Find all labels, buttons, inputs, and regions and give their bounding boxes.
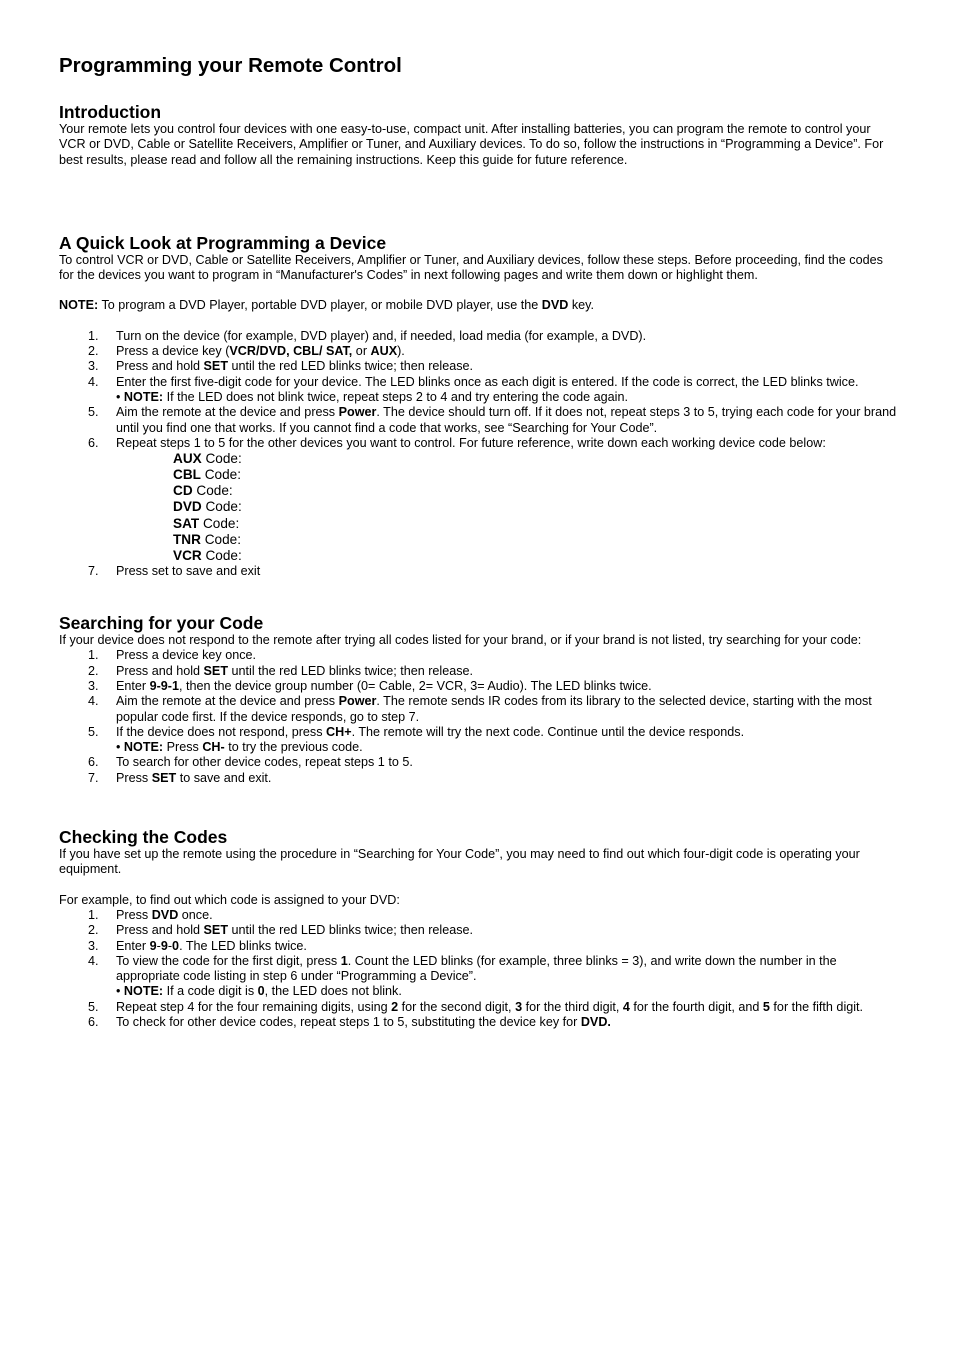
step-number: 1. <box>88 648 99 663</box>
step-key: SET <box>203 663 229 678</box>
step-number: 5. <box>88 999 99 1014</box>
step-key: SET <box>203 923 229 938</box>
step-text: Enter the first five-digit code for your device. The LED blinks once as each digit is entered. If the code is correct, the LED blinks twice. <box>116 374 859 389</box>
step-text: for the fifth digit. <box>769 999 864 1014</box>
page-title: Programming your Remote Control <box>59 54 402 77</box>
step-key: 9 <box>149 938 157 953</box>
list-item <box>59 694 899 725</box>
step-text: Turn on the device (for example, DVD player) and, if needed, load media (for example, a DVD). <box>116 328 647 343</box>
step-text: Press and hold <box>116 923 204 938</box>
step-number: 1. <box>88 907 99 922</box>
step-key: 2 <box>391 999 399 1014</box>
list-item <box>59 1000 899 1015</box>
note-text: If a code digit is <box>163 984 258 999</box>
step-text: once. <box>178 907 213 922</box>
step-number: 6. <box>88 1015 99 1030</box>
quick-look-note <box>59 298 899 313</box>
note-text-a: To program a DVD Player, portable DVD player, or mobile DVD player, use the <box>98 298 542 313</box>
step-text: - <box>167 938 173 953</box>
step-text: Press and hold <box>116 663 204 678</box>
check-paragraph: If you have set up the remote using the procedure in “Searching for Your Code”, you may need to find out which four-digit code is operating your equipment. <box>59 847 860 877</box>
step-text: for the third digit, <box>522 999 623 1014</box>
code-line <box>173 467 899 483</box>
list-item <box>59 923 899 938</box>
step-key: SET <box>151 770 177 785</box>
step-text: until the red LED blinks twice; then release. <box>228 923 474 938</box>
step-number: 1. <box>88 328 99 343</box>
note-label: NOTE: <box>59 298 99 313</box>
code-line <box>173 548 899 564</box>
step-text: to save and exit. <box>176 770 272 785</box>
list-item <box>59 954 899 1000</box>
step-text: . Count the LED blinks (for example, three blinks = 3), and write down the number in the appropriate code listing in step 6 under “Programming a Device”. <box>116 953 837 984</box>
step-number: 6. <box>88 435 99 450</box>
step-text: Aim the remote at the device and press <box>116 694 339 709</box>
step-text: Aim the remote at the device and press <box>116 405 339 420</box>
step-text: ). <box>397 344 405 359</box>
code-label: Code: <box>201 451 242 467</box>
step-text: for the second digit, <box>398 999 516 1014</box>
step-text: Press set to save and exit <box>116 563 261 578</box>
note-text: Press <box>163 740 203 755</box>
note-key: CH- <box>202 740 225 755</box>
step-key: 9 <box>160 938 168 953</box>
note-text-b: key. <box>568 298 595 313</box>
step-number: 3. <box>88 938 99 953</box>
search-paragraph: If your device does not respond to the remote after trying all codes listed for your brand, or if your brand is not listed, try searching for your code: <box>59 633 862 648</box>
step-text: Press and hold <box>116 359 204 374</box>
device-key: SAT <box>173 515 200 531</box>
note-text: to try the previous code. <box>224 740 363 755</box>
step-text: Press a device key once. <box>116 648 257 663</box>
step-text: Enter <box>116 938 150 953</box>
quick-look-heading: A Quick Look at Programming a Device <box>59 232 387 253</box>
device-key: AUX <box>173 451 202 467</box>
code-line <box>173 532 899 548</box>
step-text: , then the device group number (0= Cable, 2= VCR, 3= Audio). The LED blinks twice. <box>179 679 652 693</box>
bullet: • <box>116 984 124 999</box>
code-label: Code: <box>201 547 242 563</box>
list-item <box>59 344 899 359</box>
note-label: NOTE: <box>123 740 164 755</box>
list-item <box>59 939 899 954</box>
step-text: Press <box>116 907 152 922</box>
programming-steps-end <box>59 564 899 579</box>
note-key: DVD <box>541 298 569 313</box>
step-text: Press <box>116 770 152 785</box>
step-text: To check for other device codes, repeat steps 1 to 5, substituting the device key for <box>116 1015 581 1030</box>
note-text: , the LED does not blink. <box>264 984 402 999</box>
document-page <box>59 54 899 1030</box>
check-steps <box>59 908 899 1030</box>
code-label: Code: <box>192 483 233 499</box>
code-line <box>173 483 899 499</box>
list-item <box>59 664 899 679</box>
step-text: until the red LED blinks twice; then release. <box>228 359 474 374</box>
step-number: 6. <box>88 755 99 770</box>
step-number: 4. <box>88 694 99 709</box>
step-text: To search for other device codes, repeat steps 1 to 5. <box>116 755 413 770</box>
list-item <box>59 1015 899 1030</box>
step-key: 0 <box>172 938 180 953</box>
step-key: 5 <box>762 999 770 1014</box>
device-key: CD <box>173 483 193 499</box>
intro-paragraph: Your remote lets you control four devices with one easy-to-use, compact unit. After installing batteries, you can program the remote to control your VCR or DVD, Cable or Satellite Receivers, Amplifier or Tuner, and Auxiliary devices. To do so, follow the instructions in “Programming a Device”. For best results, please read and follow all the remaining instructions. Keep this guide for future reference. <box>59 122 884 167</box>
device-key: DVD <box>173 499 202 515</box>
list-item <box>59 564 899 579</box>
list-item <box>59 329 899 344</box>
code-label: Code: <box>200 467 242 483</box>
step-key: Power <box>338 694 377 709</box>
programming-steps <box>59 329 899 451</box>
search-heading: Searching for your Code <box>59 613 264 634</box>
code-line <box>173 451 899 467</box>
code-label: Code: <box>199 515 240 531</box>
step-text: . The remote will try the next code. Continue until the device responds. <box>351 724 745 739</box>
step-key: 9-9-1 <box>149 679 180 693</box>
step-text: If the device does not respond, press <box>116 724 327 739</box>
step-key: CH+ <box>326 724 352 739</box>
step-text: . The remote sends IR codes from its library to the selected device, starting with the most popular code first. If the device responds, go to step 7. <box>116 694 872 724</box>
step-text: or <box>352 344 371 359</box>
step-number: 4. <box>88 374 99 389</box>
list-item <box>59 755 899 770</box>
check-heading: Checking the Codes <box>59 827 228 848</box>
code-line <box>173 499 899 515</box>
step-text: Press a device key ( <box>116 344 230 359</box>
step-key: 1 <box>340 953 348 968</box>
quick-look-paragraph: To control VCR or DVD, Cable or Satellite Receivers, Amplifier or Tuner, and Auxiliary devices, follow these steps. Before proceeding, find the codes for the devices you want to program in “Manufacturer's Codes” in next following pages and write them down or highlight them. <box>59 252 883 283</box>
code-line <box>173 516 899 532</box>
step-text: Enter <box>116 679 150 693</box>
step-number: 3. <box>88 359 99 374</box>
code-label: Code: <box>200 531 242 547</box>
note-key: 0 <box>257 984 265 999</box>
list-item <box>59 359 899 374</box>
step-number: 2. <box>88 663 99 678</box>
list-item <box>59 725 899 756</box>
step-number: 2. <box>88 344 99 359</box>
step-text: Repeat step 4 for the four remaining digits, using <box>116 999 392 1014</box>
step-key: DVD. <box>580 1015 611 1030</box>
step-text: . The LED blinks twice. <box>179 938 307 953</box>
search-steps <box>59 648 899 786</box>
step-key: VCR/DVD, CBL/ SAT, <box>229 344 353 359</box>
list-item <box>59 648 899 663</box>
step-key: AUX <box>370 344 398 359</box>
list-item <box>59 771 899 786</box>
bullet: • <box>116 389 124 404</box>
list-item <box>59 405 899 436</box>
step-key: Power <box>338 405 377 420</box>
step-key: DVD <box>151 907 179 922</box>
note-text: If the LED does not blink twice, repeat steps 2 to 4 and try entering the code again. <box>163 389 628 404</box>
step-text: . The device should turn off. If it does not, repeat steps 3 to 5, trying each code for your brand until you find one that works. If you cannot find a code that works, see “Searching for Your Code”. <box>116 405 897 435</box>
list-item <box>59 679 899 694</box>
step-number: 7. <box>88 770 99 785</box>
note-label: NOTE: <box>123 389 164 404</box>
step-number: 5. <box>88 724 99 739</box>
step-text: until the red LED blinks twice; then release. <box>228 663 474 678</box>
list-item <box>59 375 899 406</box>
list-item <box>59 908 899 923</box>
step-number: 5. <box>88 405 99 420</box>
intro-heading: Introduction <box>59 102 162 122</box>
device-key: VCR <box>173 547 202 563</box>
step-key: SET <box>203 359 229 374</box>
check-example: For example, to find out which code is assigned to your DVD: <box>59 892 400 907</box>
bullet: • <box>116 740 124 755</box>
step-number: 2. <box>88 923 99 938</box>
device-code-list <box>59 451 899 564</box>
note-label: NOTE: <box>123 984 164 999</box>
step-text: for the fourth digit, and <box>629 999 763 1014</box>
code-label: Code: <box>201 499 242 515</box>
device-key: TNR <box>173 531 201 547</box>
step-text: Repeat steps 1 to 5 for the other devices you want to control. For future reference, write down each working device code below: <box>116 435 826 450</box>
step-text: - <box>156 938 161 953</box>
step-number: 3. <box>88 679 99 693</box>
step-number: 4. <box>88 953 99 968</box>
step-key: 3 <box>515 999 523 1014</box>
step-text: To view the code for the first digit, press <box>116 953 341 968</box>
device-key: CBL <box>173 467 201 483</box>
step-key: 4 <box>622 999 630 1014</box>
step-number: 7. <box>88 563 99 578</box>
list-item <box>59 436 899 451</box>
